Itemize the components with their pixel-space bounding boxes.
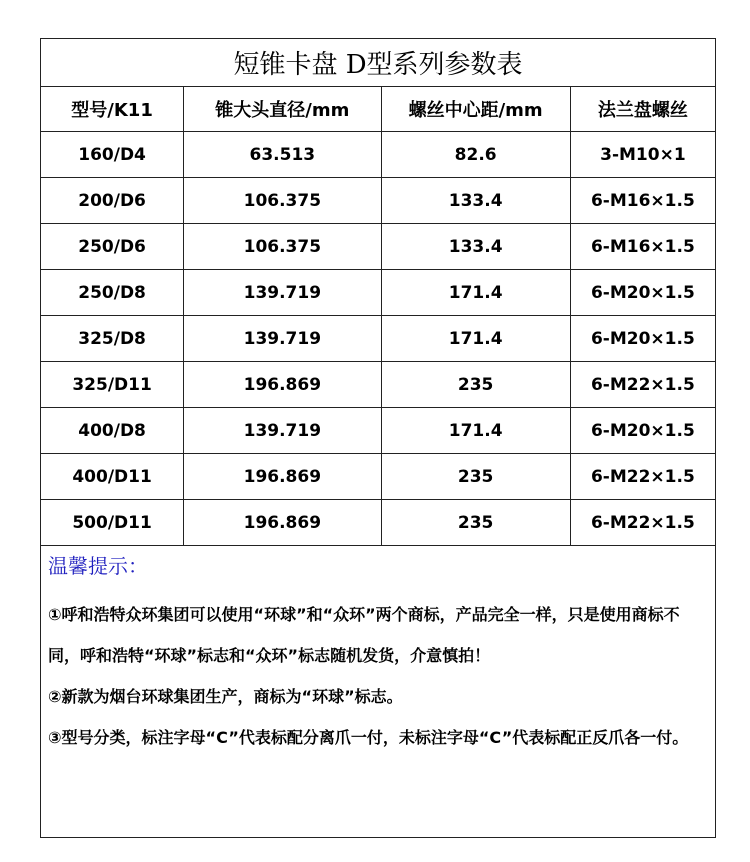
cell-model: 250/D8 xyxy=(41,270,184,316)
cell-model: 400/D8 xyxy=(41,408,184,454)
table-row xyxy=(41,454,716,500)
cell-flange-screw: 6-M22×1.5 xyxy=(570,362,715,408)
cell-model: 500/D11 xyxy=(41,500,184,546)
cell-cone-diameter: 196.869 xyxy=(184,362,381,408)
cell-flange-screw: 6-M16×1.5 xyxy=(570,178,715,224)
cell-model: 400/D11 xyxy=(41,454,184,500)
cell-flange-screw: 6-M22×1.5 xyxy=(570,500,715,546)
table-row xyxy=(41,408,716,454)
cell-screw-distance: 235 xyxy=(381,454,570,500)
header-cone-diameter: 锥大头直径/mm xyxy=(184,87,381,132)
cell-flange-screw: 6-M20×1.5 xyxy=(570,316,715,362)
cell-flange-screw: 6-M20×1.5 xyxy=(570,270,715,316)
cell-cone-diameter: 196.869 xyxy=(184,500,381,546)
table-row xyxy=(41,500,716,546)
cell-cone-diameter: 139.719 xyxy=(184,270,381,316)
notes-section xyxy=(48,552,710,758)
cell-model: 160/D4 xyxy=(41,132,184,178)
cell-model: 325/D11 xyxy=(41,362,184,408)
cell-model: 250/D6 xyxy=(41,224,184,270)
cell-screw-distance: 235 xyxy=(381,362,570,408)
parameter-table xyxy=(40,38,716,546)
header-model: 型号/K11 xyxy=(41,87,184,132)
notes-title: 温馨提示： xyxy=(48,554,148,578)
cell-cone-diameter: 106.375 xyxy=(184,224,381,270)
table-row xyxy=(41,270,716,316)
cell-cone-diameter: 139.719 xyxy=(184,408,381,454)
cell-flange-screw: 3-M10×1 xyxy=(570,132,715,178)
note-item-3: ③型号分类，标注字母“C”代表标配分离爪一付，未标注字母“C”代表标配正反爪各一付。 xyxy=(48,728,689,747)
cell-screw-distance: 171.4 xyxy=(381,316,570,362)
table-row xyxy=(41,362,716,408)
cell-screw-distance: 235 xyxy=(381,500,570,546)
cell-flange-screw: 6-M16×1.5 xyxy=(570,224,715,270)
cell-screw-distance: 133.4 xyxy=(381,178,570,224)
note-item-2: ②新款为烟台环球集团生产，商标为“环球”标志。 xyxy=(48,687,403,706)
cell-model: 200/D6 xyxy=(41,178,184,224)
header-flange-screw: 法兰盘螺丝 xyxy=(570,87,715,132)
table-row xyxy=(41,316,716,362)
header-row xyxy=(41,87,716,132)
table-row xyxy=(41,132,716,178)
cell-flange-screw: 6-M22×1.5 xyxy=(570,454,715,500)
table-title: 短锥卡盘 D型系列参数表 xyxy=(41,39,716,87)
cell-model: 325/D8 xyxy=(41,316,184,362)
cell-screw-distance: 133.4 xyxy=(381,224,570,270)
cell-screw-distance: 171.4 xyxy=(381,408,570,454)
cell-cone-diameter: 196.869 xyxy=(184,454,381,500)
note-item-1: ①呼和浩特众环集团可以使用“环球”和“众环”两个商标，产品完全一样，只是使用商标不同，呼和浩特“环球”标志和“众环”标志随机发货，介意慎拍！ xyxy=(48,605,680,665)
cell-flange-screw: 6-M20×1.5 xyxy=(570,408,715,454)
cell-screw-distance: 171.4 xyxy=(381,270,570,316)
cell-cone-diameter: 139.719 xyxy=(184,316,381,362)
cell-screw-distance: 82.6 xyxy=(381,132,570,178)
cell-cone-diameter: 63.513 xyxy=(184,132,381,178)
header-screw-distance: 螺丝中心距/mm xyxy=(381,87,570,132)
cell-cone-diameter: 106.375 xyxy=(184,178,381,224)
table-row xyxy=(41,178,716,224)
table-row xyxy=(41,224,716,270)
